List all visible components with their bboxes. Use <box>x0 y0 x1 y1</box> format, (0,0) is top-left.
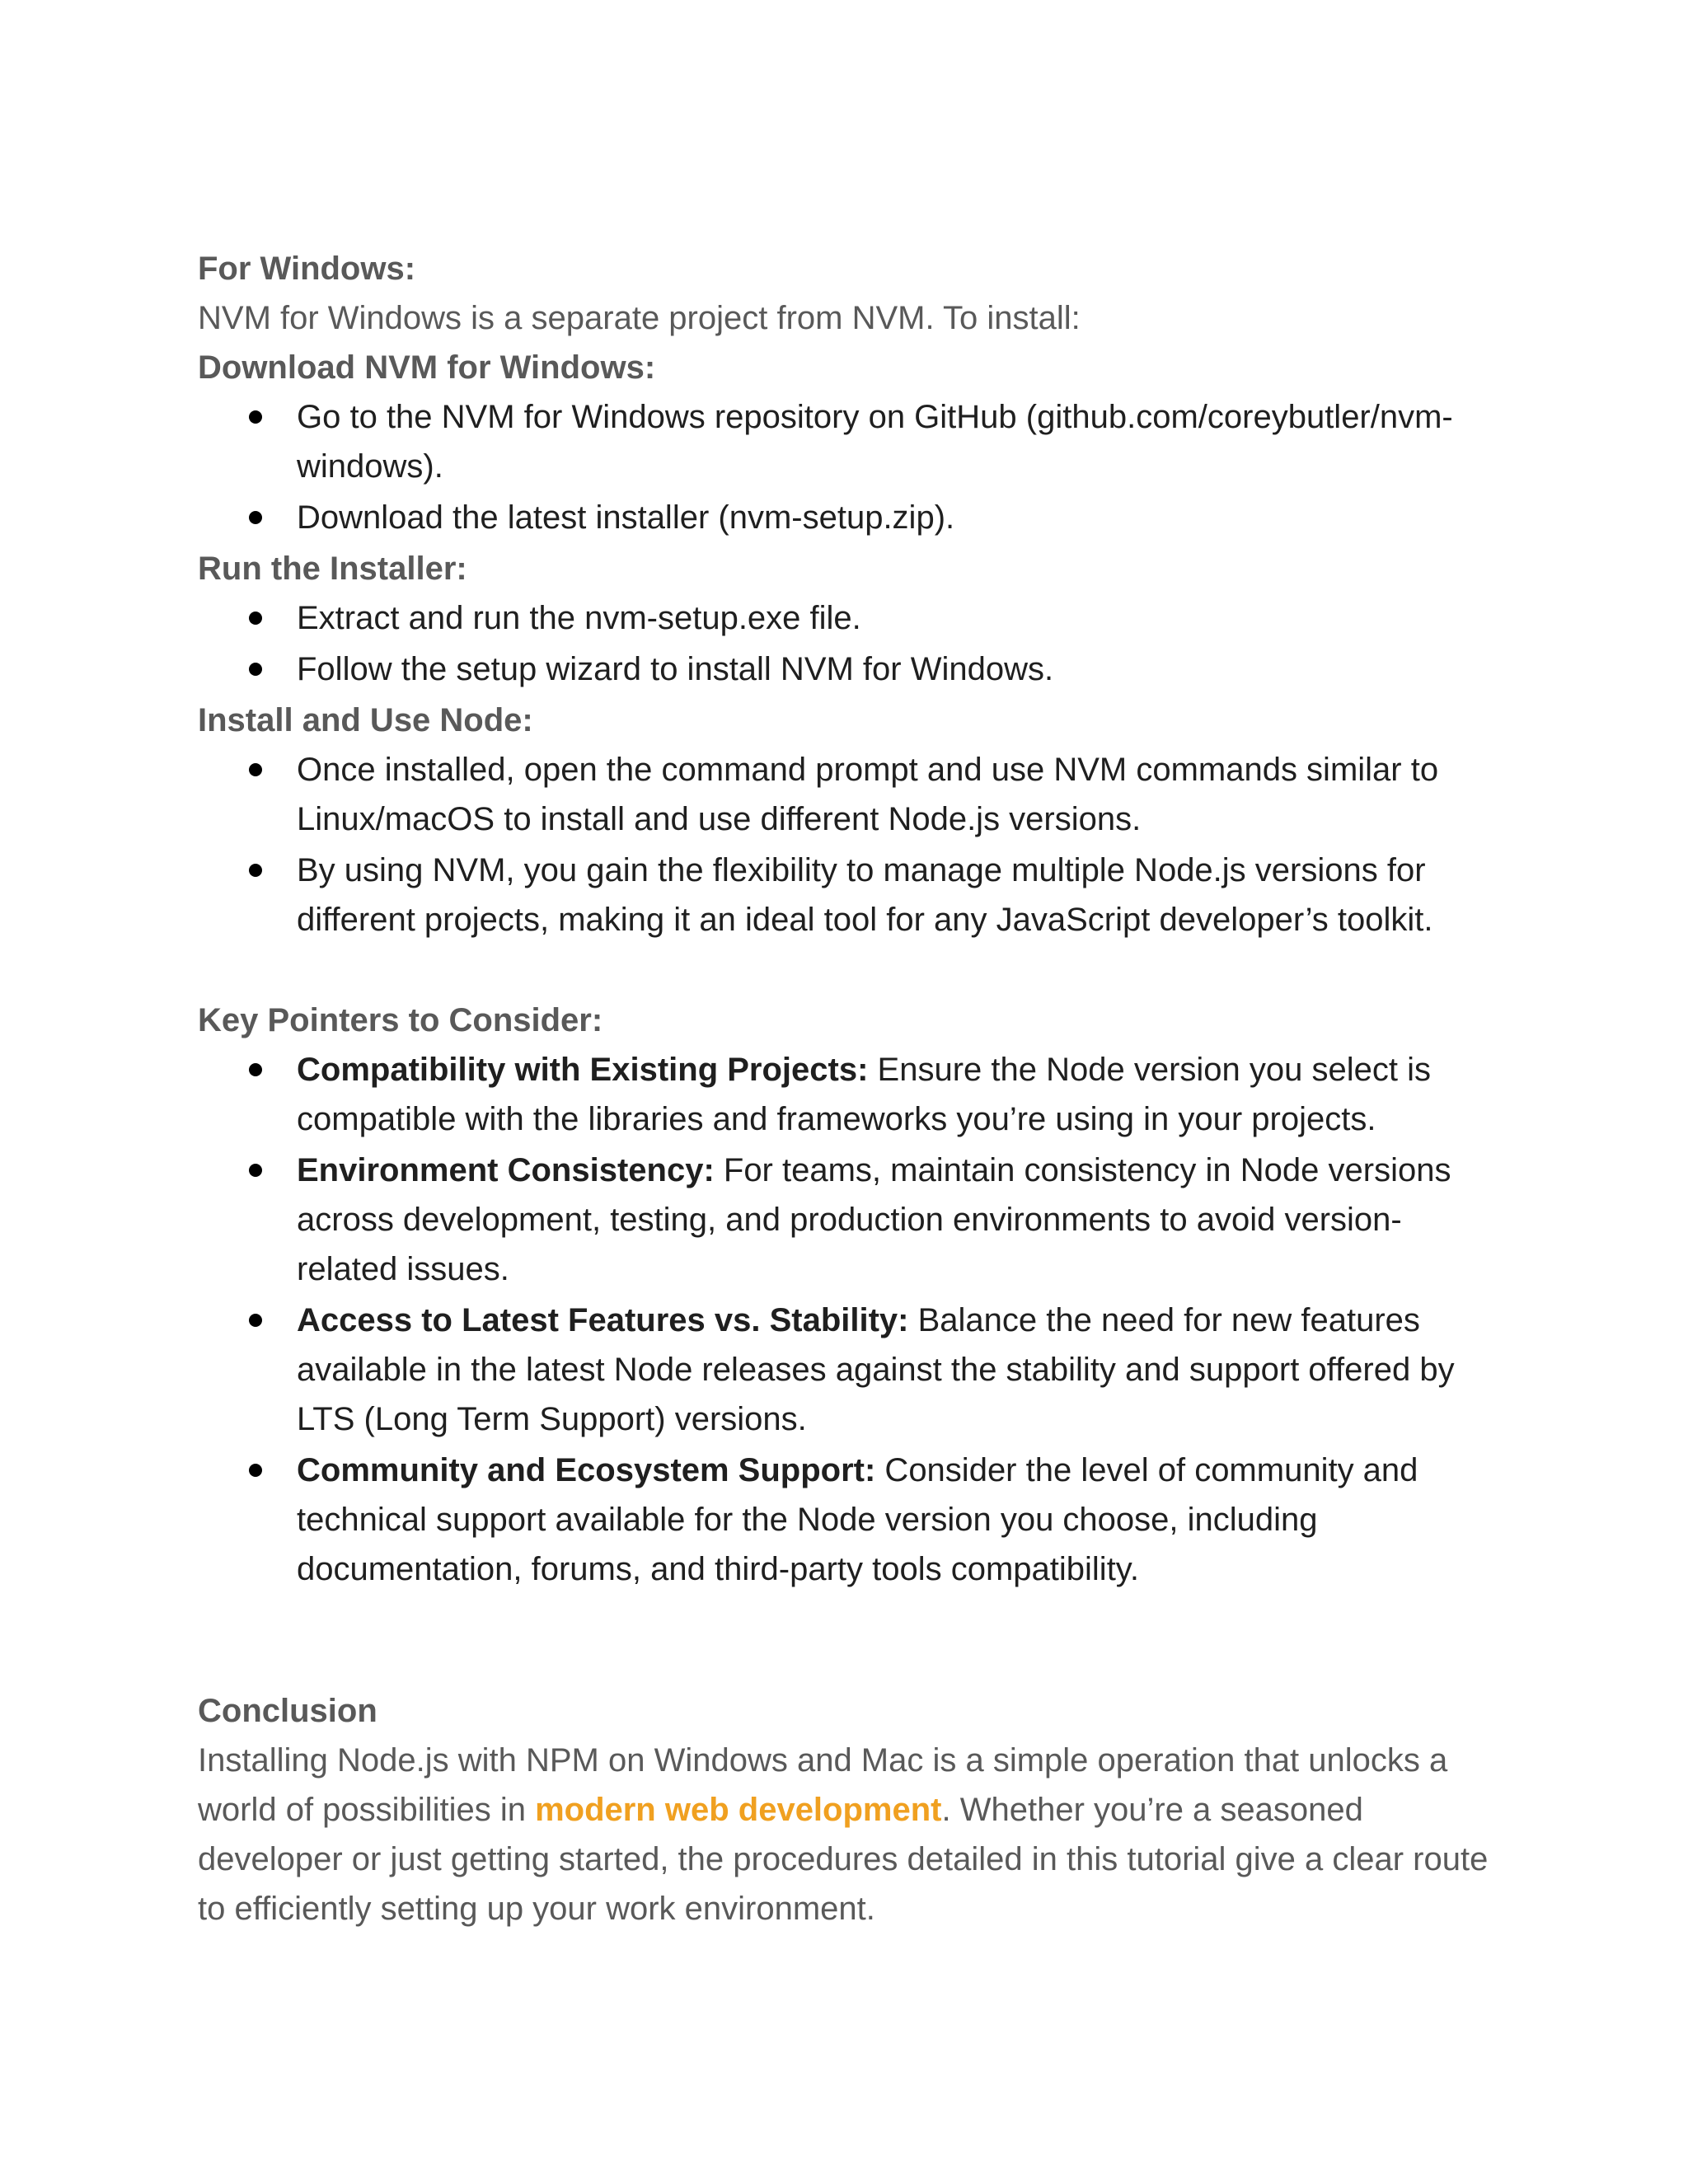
modern-web-development-link[interactable]: modern web development <box>535 1792 942 1828</box>
list-item-text: Once installed, open the command prompt and use NVM commands similar to Linux/macOS to install and use different Node.js versions. <box>297 752 1439 837</box>
list-item <box>198 644 1500 694</box>
pointer-text: Balance the need for new features available in the latest Node releases against the stability and support offered by LTS (Long Term Support) versions. <box>297 1302 1455 1437</box>
list-item <box>198 1045 1500 1144</box>
section-spacer <box>198 946 1500 996</box>
download-heading: Download NVM for Windows: <box>198 349 656 386</box>
download-list <box>198 392 1500 542</box>
pointer-label: Compatibility with Existing Projects: <box>297 1052 869 1088</box>
document-page <box>198 244 1500 1933</box>
pointer-text: Consider the level of community and technical support available for the Node version you choose, including documentation, forums, and third-party tools compatibility. <box>297 1452 1418 1587</box>
list-item <box>198 493 1500 542</box>
list-item-text: Download the latest installer (nvm-setup.zip). <box>297 499 955 536</box>
list-item-text: Extract and run the nvm-setup.exe file. <box>297 600 861 636</box>
pointer-text: For teams, maintain consistency in Node versions across development, testing, and production environments to avoid version-related issues. <box>297 1152 1451 1287</box>
list-item-text: Go to the NVM for Windows repository on GitHub (github.com/coreybutler/nvm-windows). <box>297 399 1453 485</box>
list-item-text: Follow the setup wizard to install NVM for Windows. <box>297 651 1054 687</box>
run-list <box>198 593 1500 694</box>
conclusion-text-before: Installing Node.js with NPM on Windows and Mac is a simple operation that unlocks a world of possibilities in <box>198 1742 1448 1828</box>
use-heading: Install and Use Node: <box>198 702 533 738</box>
bullet-icon <box>249 1063 262 1076</box>
use-list <box>198 745 1500 944</box>
pointer-label: Community and Ecosystem Support: <box>297 1452 876 1488</box>
pointer-label: Access to Latest Features vs. Stability: <box>297 1302 909 1338</box>
pointers-heading: Key Pointers to Consider: <box>198 1002 603 1038</box>
bullet-icon <box>249 1464 262 1477</box>
conclusion-heading: Conclusion <box>198 1693 377 1729</box>
pointer-label: Environment Consistency: <box>297 1152 715 1188</box>
list-item-text: By using NVM, you gain the flexibility to manage multiple Node.js versions for different projects, making it an ideal tool for any JavaScript developer’s toolkit. <box>297 852 1433 938</box>
list-item <box>198 1446 1500 1594</box>
pointer-text: Ensure the Node version you select is compatible with the libraries and frameworks you’re using in your projects. <box>297 1052 1431 1137</box>
bullet-icon <box>249 763 262 776</box>
list-item <box>198 392 1500 491</box>
bullet-icon <box>249 612 262 625</box>
list-item <box>198 1146 1500 1294</box>
bullet-icon <box>249 1164 262 1177</box>
section-spacer <box>198 1596 1500 1686</box>
pointers-list <box>198 1045 1500 1594</box>
list-item <box>198 846 1500 944</box>
list-item <box>198 745 1500 844</box>
bullet-icon <box>249 663 262 676</box>
bullet-icon <box>249 511 262 524</box>
conclusion-paragraph <box>198 1736 1500 1933</box>
run-heading: Run the Installer: <box>198 551 467 587</box>
bullet-icon <box>249 864 262 877</box>
conclusion-text-after: . Whether you’re a seasoned developer or just getting started, the procedures detailed in this tutorial give a clear route to efficiently setting up your work environment. <box>198 1792 1489 1927</box>
list-item <box>198 593 1500 643</box>
bullet-icon <box>249 410 262 424</box>
windows-heading: For Windows: <box>198 251 416 287</box>
list-item <box>198 1296 1500 1444</box>
bullet-icon <box>249 1314 262 1327</box>
windows-intro: NVM for Windows is a separate project from NVM. To install: <box>198 300 1081 336</box>
